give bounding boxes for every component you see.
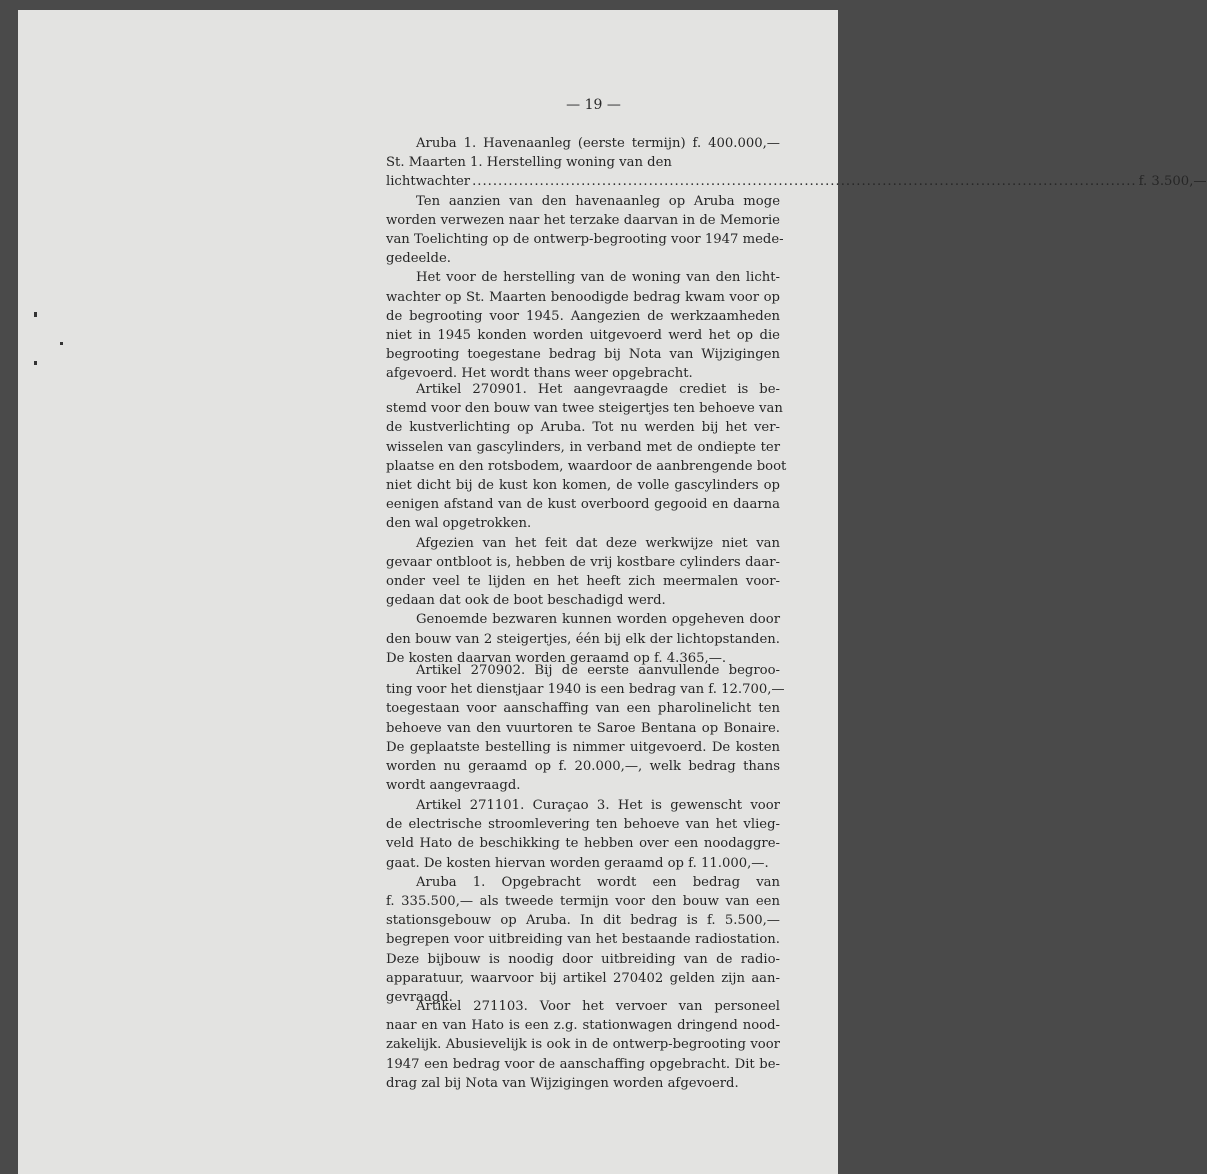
text-block-top: [386, 134, 1207, 384]
page-number: — 19 —: [566, 97, 621, 113]
text-line: behoeve van den vuurtoren te Saroe Bentana op Bonaire.: [386, 720, 780, 736]
text-line: Aruba 1. Havenaanleg (eerste termijn) f. 400.000,—: [416, 136, 780, 151]
text-line: niet dicht bij de kust kon komen, de volle gascylinders op: [386, 478, 780, 494]
text-line: worden verwezen naar het terzake daarvan in de Memorie: [386, 212, 780, 228]
text-line: Deze bijbouw is noodig door uitbreiding van de radio-: [386, 951, 780, 967]
text-line: plaatse en den rotsbodem, waardoor de aanbrengende boot: [386, 458, 787, 474]
text-line: stemd voor den bouw van twee steigertjes ten behoeve van: [386, 401, 783, 417]
text-line: drag zal bij Nota van Wijzigingen worden afgevoerd.: [386, 1075, 739, 1091]
text-line: gevaar ontbloot is, hebben de vrij kostbare cylinders daar-: [386, 554, 780, 570]
margin-mark: [34, 361, 37, 365]
text-line: De kosten daarvan worden geraamd op f. 4.365,—.: [386, 650, 727, 666]
text-line: de begrooting voor 1945. Aangezien de werkzaamheden: [386, 308, 780, 324]
text-line: eenigen afstand van de kust overboord gegooid en daarna: [386, 497, 780, 513]
margin-mark: [34, 312, 37, 317]
text-line: van Toelichting op de ontwerp-begrooting voor 1947 mede-: [386, 232, 784, 248]
text-line: wordt aangevraagd.: [386, 778, 521, 794]
paragraph: [386, 873, 780, 1007]
text-line: den bouw van 2 steigertjes, één bij elk der lichtopstanden.: [386, 631, 780, 647]
text-line: ting voor het dienstjaar 1940 is een bedrag van f. 12.700,—: [386, 682, 785, 698]
paragraph: [386, 192, 784, 269]
text-block-271101: [386, 796, 780, 1007]
text-line: afgevoerd. Het wordt thans weer opgebracht.: [386, 366, 693, 382]
text-line: Afgezien van het feit dat deze werkwijze niet van: [416, 535, 780, 551]
text-line: den wal opgetrokken.: [386, 516, 532, 532]
text-line: zakelijk. Abusievelijk is ook in de ontwerp-begrooting voor: [386, 1037, 780, 1053]
paragraph: [386, 534, 780, 611]
margin-mark: [60, 342, 63, 345]
text-line: wisselen van gascylinders, in verband met de ondiepte ter: [386, 439, 780, 455]
text-line: 1947 een bedrag voor de aanschaffing opgebracht. Dit be-: [386, 1056, 780, 1072]
text-line: gaat. De kosten hiervan worden geraamd op f. 11.000,—.: [386, 855, 769, 871]
paragraph: [386, 380, 787, 534]
text-line: gedaan dat ook de boot beschadigd werd.: [386, 593, 666, 609]
leader-amount: f. 3.500,—: [1138, 174, 1207, 190]
text-block-270901: [386, 380, 787, 668]
paragraph: [386, 997, 780, 1093]
paragraph: [386, 661, 785, 795]
text-block-271103: [386, 997, 780, 1093]
text-line: f. 335.500,— als tweede termijn voor den bouw van een: [386, 894, 780, 910]
amount-line: [386, 172, 1207, 191]
text-line: de electrische stroomlevering ten behoeve van het vlieg-: [386, 817, 780, 833]
text-line: De geplaatste bestelling is nimmer uitgevoerd. De kosten: [386, 739, 780, 755]
text-line: apparatuur, waarvoor bij artikel 270402 gelden zijn aan-: [386, 970, 780, 986]
text-line: begrooting toegestane bedrag bij Nota van Wijzigingen: [386, 347, 780, 363]
text-line: Artikel 270901. Het aangevraagde crediet is be-: [416, 382, 780, 397]
text-line: Artikel 271101. Curaçao 3. Het is gewenscht voor: [416, 798, 780, 813]
text-line: Ten aanzien van den havenaanleg op Aruba moge: [416, 193, 780, 209]
text-line: begrepen voor uitbreiding van het bestaande radiostation.: [386, 932, 780, 948]
text-line: Artikel 271103. Voor het vervoer van personeel: [416, 999, 780, 1014]
text-line: worden nu geraamd op f. 20.000,—, welk bedrag thans: [386, 759, 780, 775]
text-line: de kustverlichting op Aruba. Tot nu werden bij het ver-: [386, 420, 780, 436]
text-line: stationsgebouw op Aruba. In dit bedrag is f. 5.500,—: [386, 913, 780, 929]
text-block-270902: [386, 661, 785, 795]
text-line: Aruba 1. Opgebracht wordt een bedrag van: [416, 874, 780, 890]
leader-label: lichtwachter: [386, 174, 471, 190]
text-line: gevraagd.: [386, 990, 453, 1006]
text-line: niet in 1945 konden worden uitgevoerd werd het op die: [386, 328, 780, 344]
text-line: veld Hato de beschikking te hebben over een noodaggre-: [386, 836, 780, 852]
text-line: Het voor de herstelling van de woning van den licht-: [416, 270, 780, 286]
text-line: Genoemde bezwaren kunnen worden opgeheven door: [416, 612, 780, 628]
text-line: gedeelde.: [386, 251, 451, 267]
paragraph: [386, 268, 780, 383]
leader-dots: ................................................................................................................................: [472, 174, 1137, 190]
text-line: wachter op St. Maarten benoodigde bedrag kwam voor op: [386, 289, 780, 305]
text-line: naar en van Hato is een z.g. stationwagen dringend nood-: [386, 1018, 780, 1034]
text-line: Artikel 270902. Bij de eerste aanvullende begroo-: [416, 663, 780, 678]
paragraph: [386, 796, 780, 873]
text-line: toegestaan voor aanschaffing van een pharolinelicht ten: [386, 701, 780, 717]
text-line: St. Maarten 1. Herstelling woning van den: [386, 155, 672, 171]
text-line: onder veel te lijden en het heeft zich meermalen voor-: [386, 574, 780, 590]
paragraph: [386, 610, 780, 668]
